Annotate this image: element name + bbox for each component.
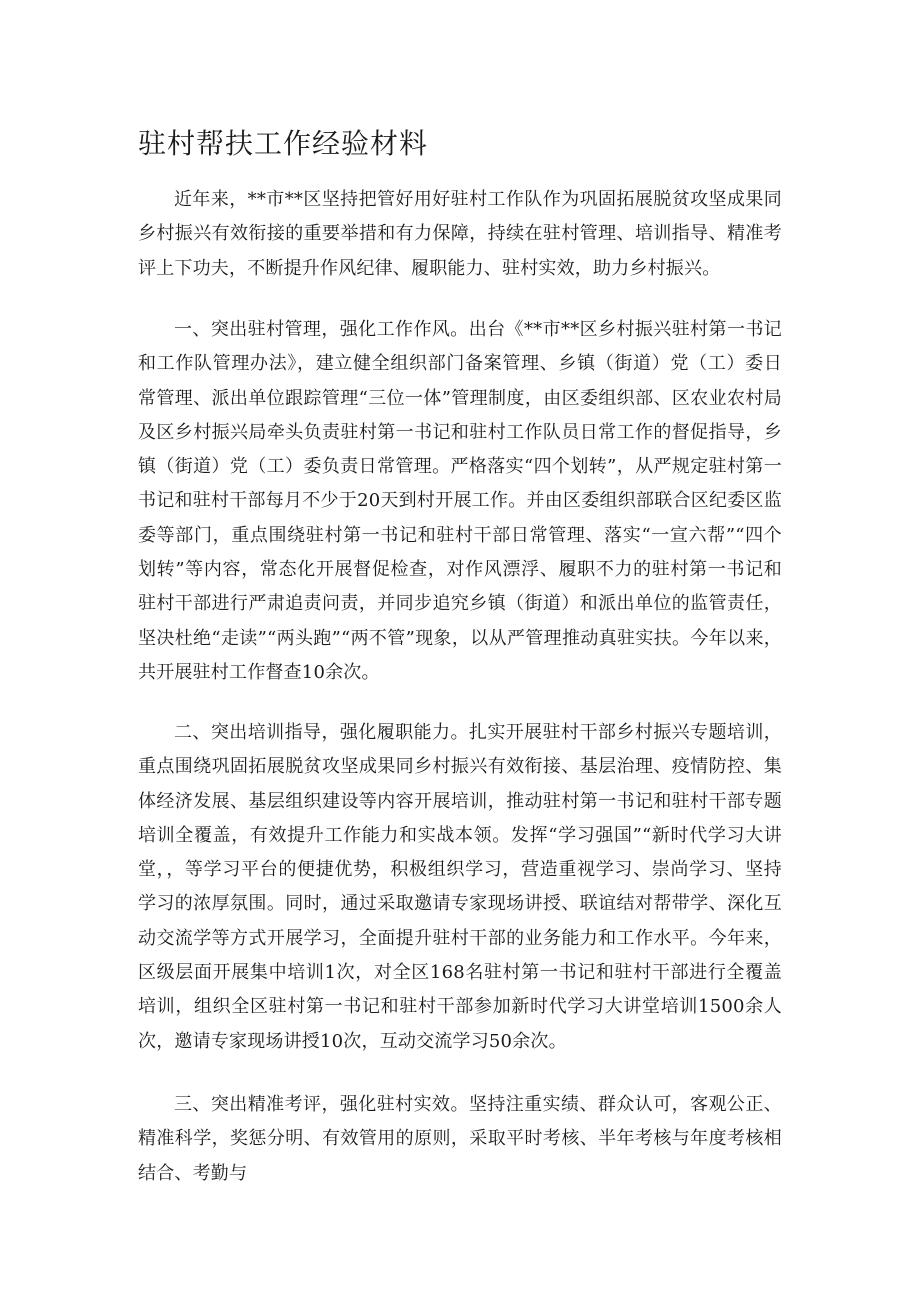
section-one-paragraph: 一、突出驻村管理，强化工作作风。出台《**市**区乡村振兴驻村第一书记和工作队管理办法》，建立健全组织部门备案管理、乡镇（街道）党（工）委日常管理、派出单位跟踪管理“三位一体”管理制度，由区委组织部、区农业农村局及区乡村振兴局牵头负责驻村第一书记和驻村工作队员日常工作的督促指导，乡镇（街道）党（工）委负责日常管理。严格落实“四个划转”，从严规定驻村第一书记和驻村干部每月不少于20天到村开展工作。并由区委组织部联合区纪委区监委等部门，重点围绕驻村第一书记和驻村干部日常管理、落实“一宣六帮”“四个划转”等内容，常态化开展督促检查，对作风漂浮、履职不力的驻村第一书记和驻村干部进行严肃追责问责，并同步追究乡镇（街道）和派出单位的监管责任，坚决杜绝“走读”“两头跑”“两不管”现象，以从严管理推动真驻实扶。今年以来，共开展驻村工作督查10余次。 (138, 319, 782, 683)
intro-paragraph: 近年来，**市**区坚持把管好用好驻村工作队作为巩固拓展脱贫攻坚成果同乡村振兴有效衔接的重要举措和有力保障，持续在驻村管理、培训指导、精准考评上下功夫，不断提升作风纪律、履职能力、驻村实效，助力乡村振兴。 (138, 189, 782, 279)
section-two-paragraph: 二、突出培训指导，强化履职能力。扎实开展驻村干部乡村振兴专题培训，重点围绕巩固拓展脱贫攻坚成果同乡村振兴有效衔接、基层治理、疫情防控、集体经济发展、基层组织建设等内容开展培训，推动驻村第一书记和驻村干部专题培训全覆盖，有效提升工作能力和实战本领。发挥“学习强国”“新时代学习大讲堂，，等学习平台的便捷优势，积极组织学习，营造重视学习、崇尚学习、坚持学习的浓厚氛围。同时，通过采取邀请专家现场讲授、联谊结对帮带学、深化互动交流学等方式开展学习，全面提升驻村干部的业务能力和工作水平。今年来，区级层面开展集中培训1次，对全区168名驻村第一书记和驻村干部进行全覆盖培训，组织全区驻村第一书记和驻村干部参加新时代学习大讲堂培训1500余人次，邀请专家现场讲授10次，互动交流学习50余次。 (138, 722, 782, 1052)
section-three-paragraph: 三、突出精准考评，强化驻村实效。坚持注重实绩、群众认可，客观公正、精准科学，奖惩分明、有效管用的原则，采取平时考核、半年考核与年度考核相结合、考勤与 (138, 1094, 782, 1184)
document-title: 驻村帮扶工作经验材料 (138, 127, 429, 160)
